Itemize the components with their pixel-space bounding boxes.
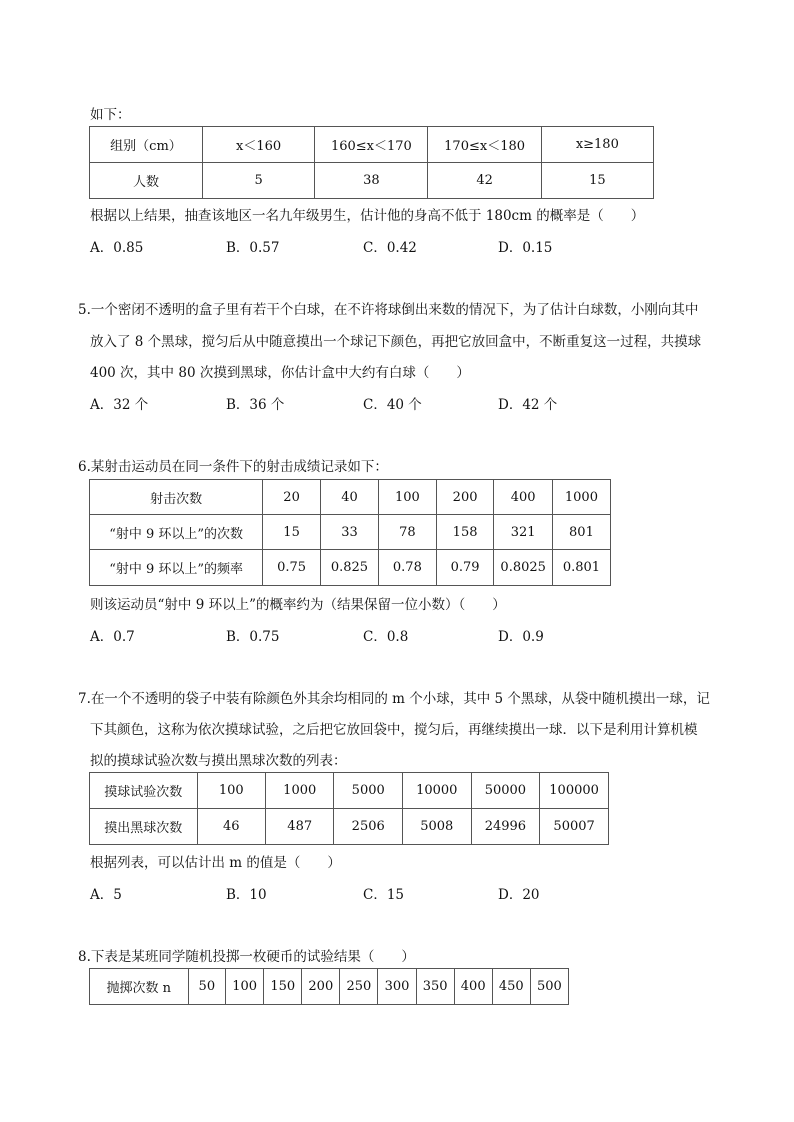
table-row bbox=[90, 480, 611, 515]
q4-option-b[interactable]: B．0.57 bbox=[226, 240, 280, 256]
table-cell: 487 bbox=[265, 809, 334, 845]
q6-option-c[interactable]: C．0.8 bbox=[363, 629, 409, 645]
q8-stem: 8.下表是某班同学随机投掷一枚硬币的试验结果（ ） bbox=[78, 949, 415, 965]
q5-line-2: 放入了 8 个黑球，搅匀后从中随意摸出一个球记下颜色，再把它放回盒中，不断重复这一过程，共摸球 bbox=[90, 334, 702, 350]
table-cell: 38 bbox=[315, 163, 428, 199]
table-cell: 抛掷次数 n bbox=[90, 969, 189, 1005]
table-row bbox=[90, 773, 609, 809]
table-row bbox=[90, 163, 654, 199]
table-row bbox=[90, 809, 609, 845]
table-row bbox=[90, 969, 569, 1005]
ball-draw-table bbox=[89, 772, 609, 845]
table-cell: 15 bbox=[541, 163, 653, 199]
q5-line-1: 5.一个密闭不透明的盒子里有若干个白球，在不许将球倒出来数的情况下，为了估计白球数，小刚向其中 bbox=[78, 302, 699, 318]
table-cell: 人数 bbox=[90, 163, 203, 199]
q7-line-2: 下其颜色，这称为依次摸球试验，之后把它放回袋中，搅匀后，再继续摸出一球．以下是利用计算机模 bbox=[90, 722, 698, 738]
table-cell: 150 bbox=[264, 969, 302, 1005]
table-cell: 78 bbox=[379, 515, 437, 550]
table-cell: 0.78 bbox=[379, 550, 437, 586]
q5-option-c[interactable]: C．40 个 bbox=[363, 397, 422, 413]
table-row bbox=[90, 127, 654, 163]
table-cell: 400 bbox=[494, 480, 552, 515]
table-cell: 33 bbox=[320, 515, 378, 550]
table-cell: 5 bbox=[202, 163, 314, 199]
table-cell: “射中 9 环以上”的次数 bbox=[90, 515, 263, 550]
q6-option-a[interactable]: A．0.7 bbox=[90, 629, 135, 645]
q5-option-a[interactable]: A．32 个 bbox=[90, 397, 149, 413]
q7-option-d[interactable]: D．20 bbox=[498, 887, 540, 903]
q6-option-b[interactable]: B．0.75 bbox=[226, 629, 280, 645]
table-cell: x≥180 bbox=[541, 127, 653, 163]
table-cell: 200 bbox=[436, 480, 494, 515]
q7-option-b[interactable]: B．10 bbox=[226, 887, 267, 903]
table-cell: “射中 9 环以上”的频率 bbox=[90, 550, 263, 586]
q6-option-d[interactable]: D．0.9 bbox=[498, 629, 544, 645]
q7-question: 根据列表，可以估计出 m 的值是（ ） bbox=[90, 855, 341, 871]
table-cell: 24996 bbox=[471, 809, 540, 845]
intro-text: 如下： bbox=[90, 107, 131, 123]
table-cell: 801 bbox=[552, 515, 610, 550]
table-cell: 1000 bbox=[265, 773, 334, 809]
q5-option-d[interactable]: D．42 个 bbox=[498, 397, 558, 413]
table-cell: 100 bbox=[226, 969, 264, 1005]
table-cell: 200 bbox=[302, 969, 340, 1005]
table-cell: 350 bbox=[416, 969, 454, 1005]
table-cell: 50000 bbox=[471, 773, 540, 809]
q5-option-b[interactable]: B．36 个 bbox=[226, 397, 285, 413]
table-cell: 0.75 bbox=[263, 550, 321, 586]
table-row bbox=[90, 550, 611, 586]
table-cell: x＜160 bbox=[202, 127, 314, 163]
table-cell: 160≤x＜170 bbox=[315, 127, 428, 163]
table-row bbox=[90, 515, 611, 550]
table-cell: 100 bbox=[197, 773, 265, 809]
height-group-table bbox=[89, 126, 654, 199]
table-cell: 400 bbox=[454, 969, 492, 1005]
table-cell: 100 bbox=[379, 480, 437, 515]
table-cell: 450 bbox=[492, 969, 530, 1005]
q7-option-c[interactable]: C．15 bbox=[363, 887, 405, 903]
q5-line-3: 400 次，其中 80 次摸到黑球，你估计盒中大约有白球（ ） bbox=[90, 365, 470, 381]
table-cell: 1000 bbox=[552, 480, 610, 515]
q7-line-3: 拟的摸球试验次数与摸出黑球次数的列表： bbox=[90, 753, 347, 769]
q6-question: 则该运动员“射中 9 环以上”的概率约为（结果保留一位小数）（ ） bbox=[90, 597, 506, 613]
table-cell: 5000 bbox=[334, 773, 403, 809]
table-cell: 50007 bbox=[540, 809, 609, 845]
table-cell: 0.79 bbox=[436, 550, 494, 586]
table-cell: 射击次数 bbox=[90, 480, 263, 515]
table-cell: 20 bbox=[263, 480, 321, 515]
q7-line-1: 7.在一个不透明的袋子中装有除颜色外其余均相同的 m 个小球，其中 5 个黑球，从袋中随机摸出一球，记 bbox=[78, 691, 710, 707]
table-cell: 2506 bbox=[334, 809, 403, 845]
q6-stem: 6.某射击运动员在同一条件下的射击成绩记录如下： bbox=[78, 459, 388, 475]
table-cell: 42 bbox=[428, 163, 541, 199]
q4-stem: 根据以上结果，抽查该地区一名九年级男生，估计他的身高不低于 180cm 的概率是（ ） bbox=[90, 208, 645, 224]
table-cell: 321 bbox=[494, 515, 552, 550]
table-cell: 50 bbox=[188, 969, 226, 1005]
q4-option-a[interactable]: A．0.85 bbox=[90, 240, 144, 256]
q4-option-c[interactable]: C．0.42 bbox=[363, 240, 417, 256]
table-cell: 组别（cm） bbox=[90, 127, 203, 163]
table-cell: 摸出黑球次数 bbox=[90, 809, 198, 845]
table-cell: 5008 bbox=[402, 809, 471, 845]
table-cell: 0.825 bbox=[320, 550, 378, 586]
q7-option-a[interactable]: A．5 bbox=[90, 887, 122, 903]
table-cell: 500 bbox=[530, 969, 568, 1005]
table-cell: 0.801 bbox=[552, 550, 610, 586]
table-cell: 250 bbox=[340, 969, 378, 1005]
coin-toss-table bbox=[89, 968, 569, 1005]
table-cell: 10000 bbox=[402, 773, 471, 809]
table-cell: 100000 bbox=[540, 773, 609, 809]
table-cell: 300 bbox=[378, 969, 416, 1005]
table-cell: 170≤x＜180 bbox=[428, 127, 541, 163]
q4-option-d[interactable]: D．0.15 bbox=[498, 240, 553, 256]
table-cell: 15 bbox=[263, 515, 321, 550]
table-cell: 46 bbox=[197, 809, 265, 845]
table-cell: 摸球试验次数 bbox=[90, 773, 198, 809]
table-cell: 0.8025 bbox=[494, 550, 552, 586]
table-cell: 40 bbox=[320, 480, 378, 515]
table-cell: 158 bbox=[436, 515, 494, 550]
shooting-record-table bbox=[89, 479, 611, 586]
